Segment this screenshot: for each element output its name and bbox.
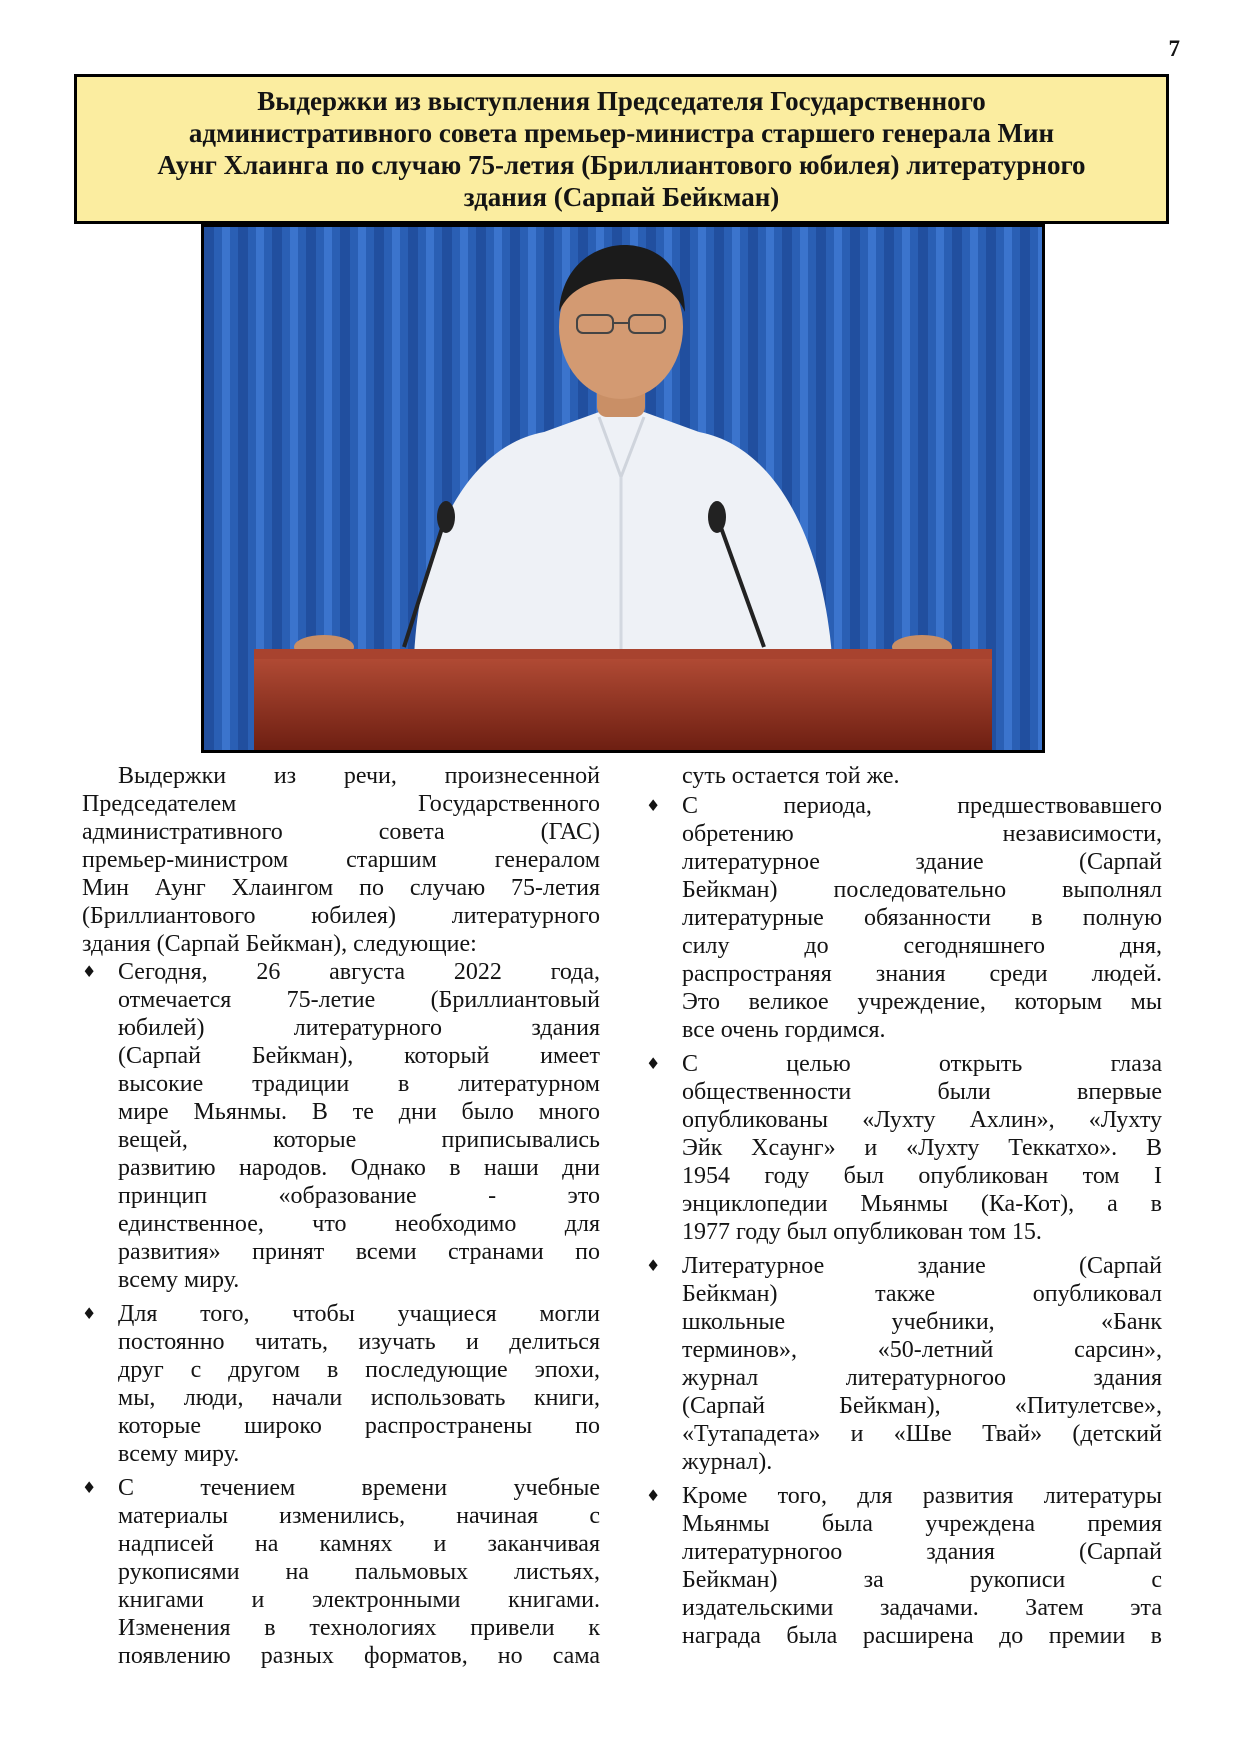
list-item-line: Мьянмы была учреждена премия xyxy=(682,1511,1162,1537)
list-item-line: друг с другом в последующие эпохи, xyxy=(118,1357,600,1383)
page-number: 7 xyxy=(1168,36,1180,61)
list-item-line: которые широко распространены по xyxy=(118,1413,600,1439)
list-item-line: надписей на камнях и заканчивая xyxy=(118,1531,600,1557)
list-item-line: отмечается 75-летие (Бриллиантовый xyxy=(118,987,600,1013)
list-item-line: рукописями на пальмовых листьях, xyxy=(118,1559,600,1585)
list-item-line: Изменения в технологиях привели к xyxy=(118,1615,600,1641)
intro-line: здания (Сарпай Бейкман), следующие: xyxy=(82,931,477,957)
diamond-bullet-icon: ♦ xyxy=(646,1054,661,1073)
list-item-line: 1954 году был опубликован том I xyxy=(682,1163,1162,1189)
title-line: здания (Сарпай Бейкман) xyxy=(463,182,780,212)
list-item-line: все очень гордимся. xyxy=(682,1017,886,1043)
diamond-bullet-icon: ♦ xyxy=(82,1304,97,1323)
list-item xyxy=(646,1050,1162,1246)
list-item-line: литературногоо здания (Сарпай xyxy=(682,1539,1162,1565)
list-item-line: развития» принят всеми странами по xyxy=(118,1239,600,1265)
list-item xyxy=(646,792,1162,1044)
list-item-line: С целью открыть глаза xyxy=(682,1051,1162,1077)
list-item xyxy=(646,1482,1162,1650)
list-item-line: мы, люди, начали использовать книги, xyxy=(118,1385,600,1411)
list-item-line: С течением времени учебные xyxy=(118,1475,600,1501)
article-title xyxy=(74,74,1169,224)
list-item-line: Для того, чтобы учащиеся могли xyxy=(118,1301,600,1327)
intro-line: административного совета (ГАС) xyxy=(82,819,600,845)
list-item-line: всему миру. xyxy=(118,1441,240,1467)
list-item-line: награда была расширена до премии в xyxy=(682,1623,1162,1649)
intro-paragraph xyxy=(82,762,600,958)
list-item-line: общественности были впервые xyxy=(682,1079,1162,1105)
list-item-line: издательскими задачами. Затем эта xyxy=(682,1595,1162,1621)
list-item-line: Кроме того, для развития литературы xyxy=(682,1483,1162,1509)
list-item-line: терминов», «50-летний сарсин», xyxy=(682,1337,1162,1363)
list-item-line: опубликованы «Лухту Ахлин», «Лухту xyxy=(682,1107,1162,1133)
left-column xyxy=(82,762,600,1676)
list-item xyxy=(82,958,600,1294)
list-item-line: журнал литературногоо здания xyxy=(682,1365,1162,1391)
list-item xyxy=(82,1300,600,1468)
list-item-line: (Сарпай Бейкман), который имеет xyxy=(118,1043,600,1069)
list-item-line: энциклопедии Мьянмы (Ка-Кот), а в xyxy=(682,1191,1162,1217)
continued-text xyxy=(646,762,1162,790)
list-item-line: высокие традиции в литературном xyxy=(118,1071,600,1097)
list-item-line: принцип «образование - это xyxy=(118,1183,600,1209)
list-item-line: школьные учебники, «Банк xyxy=(682,1309,1162,1335)
list-item-line: Бейкман) также опубликовал xyxy=(682,1281,1162,1307)
list-item-line: мире Мьянмы. В те дни было много xyxy=(118,1099,600,1125)
intro-line: (Бриллиантового юбилея) литературного xyxy=(82,903,600,929)
list-item xyxy=(82,1474,600,1670)
diamond-bullet-icon: ♦ xyxy=(646,1256,661,1275)
list-item-line: литературные обязанности в полную xyxy=(682,905,1162,931)
list-item-line: Это великое учреждение, которым мы xyxy=(682,989,1162,1015)
list-item-line: постоянно читать, изучать и делиться xyxy=(118,1329,600,1355)
list-item-line: Бейкман) последовательно выполнял xyxy=(682,877,1162,903)
list-item-line: юбилей) литературного здания xyxy=(118,1015,600,1041)
list-item-line: силу до сегодняшнего дня, xyxy=(682,933,1162,959)
speaker-at-podium-illustration xyxy=(204,227,1042,750)
speaker-photo xyxy=(201,224,1045,753)
list-item xyxy=(646,1252,1162,1476)
list-item-line: (Сарпай Бейкман), «Питулетсве», xyxy=(682,1393,1162,1419)
list-item-line: Литературное здание (Сарпай xyxy=(682,1253,1162,1279)
list-item-line: материалы изменились, начиная с xyxy=(118,1503,600,1529)
list-item-line: книгами и электронными книгами. xyxy=(118,1587,600,1613)
diamond-bullet-icon: ♦ xyxy=(82,1478,97,1497)
list-item-line: появлению разных форматов, но сама xyxy=(118,1643,600,1669)
list-item-line: развитию народов. Однако в наши дни xyxy=(118,1155,600,1181)
diamond-bullet-icon: ♦ xyxy=(646,1486,661,1505)
list-item-line: 1977 году был опубликован том 15. xyxy=(682,1219,1042,1245)
list-item-line: единственное, что необходимо для xyxy=(118,1211,600,1237)
right-column xyxy=(646,762,1162,1656)
list-item-line: «Тутападета» и «Шве Твай» (детский xyxy=(682,1421,1162,1447)
intro-line: Председателем Государственного xyxy=(82,791,600,817)
list-item-line: обретению независимости, xyxy=(682,821,1162,847)
list-item-line: журнал). xyxy=(682,1449,773,1475)
diamond-bullet-icon: ♦ xyxy=(646,796,661,815)
intro-line: премьер-министром старшим генералом xyxy=(82,847,600,873)
list-item-line: Бейкман) за рукописи с xyxy=(682,1567,1162,1593)
continued-line: суть остается той же. xyxy=(682,763,900,789)
diamond-bullet-icon: ♦ xyxy=(82,962,97,981)
intro-line: Выдержки из речи, произнесенной xyxy=(118,763,600,789)
list-item-line: С периода, предшествовавшего xyxy=(682,793,1162,819)
list-item-line: Сегодня, 26 августа 2022 года, xyxy=(118,959,600,985)
list-item-line: Эйк Хсаунг» и «Лухту Теккатхо». В xyxy=(682,1135,1162,1161)
title-line: Аунг Хлаинга по случаю 75-летия (Бриллиантового юбилея) литературного xyxy=(157,150,1086,180)
title-line: Выдержки из выступления Председателя Государственного xyxy=(257,86,986,116)
intro-line: Мин Аунг Хлаингом по случаю 75-летия xyxy=(82,875,600,901)
list-item-line: распространяя знания среди людей. xyxy=(682,961,1162,987)
title-line: административного совета премьер-министра старшего генерала Мин xyxy=(188,118,1055,148)
list-item-line: вещей, которые приписывались xyxy=(118,1127,600,1153)
list-item-line: всему миру. xyxy=(118,1267,240,1293)
list-item-line: литературное здание (Сарпай xyxy=(682,849,1162,875)
